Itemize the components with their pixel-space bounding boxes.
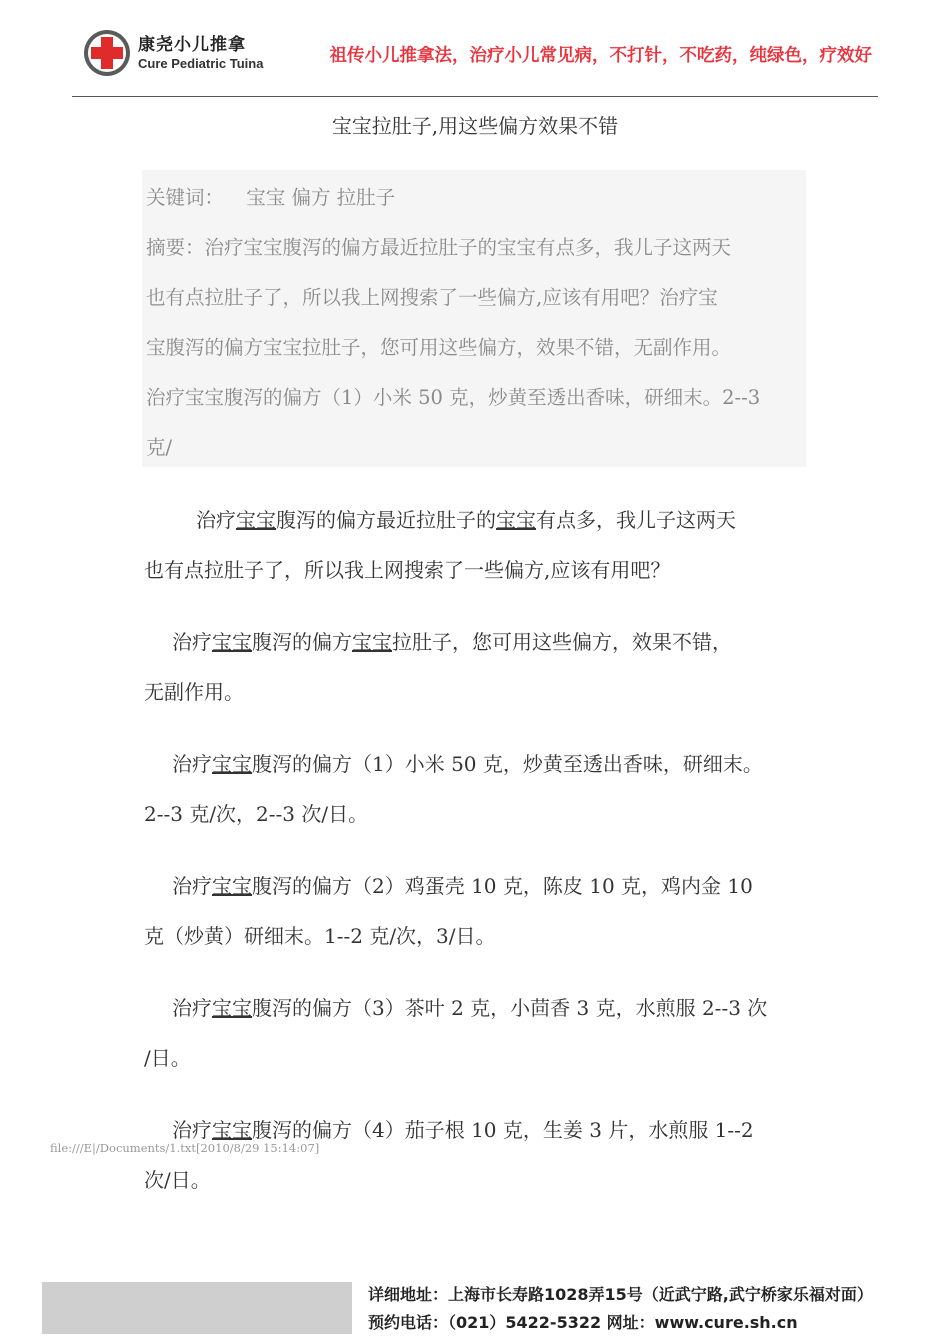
keyword-tag[interactable]: 宝宝 <box>246 186 286 209</box>
summary-line: 治疗宝宝腹泻的偏方（1）小米 50 克，炒黄至透出香味，研细末。2--3 <box>146 386 761 409</box>
red-cross-logo-icon <box>82 28 132 78</box>
paragraph-6-line-2: 次/日。 <box>144 1168 211 1192</box>
paragraph-5: 治疗宝宝腹泻的偏方（3）茶叶 2 克，小茴香 3 克，水煎服 2--3 次 <box>172 996 768 1020</box>
paragraph-2: 治疗宝宝腹泻的偏方宝宝拉肚子，您可用这些偏方，效果不错， <box>172 630 732 654</box>
paragraph-2-line-2: 无副作用。 <box>144 680 244 704</box>
keyword-tag[interactable]: 拉肚子 <box>336 186 396 209</box>
paragraph-1-line-2: 也有点拉肚子了，所以我上网搜索了一些偏方,应该有用吧？ <box>144 558 671 582</box>
footer-contact: 预约电话：（021）5422-5322 网址：www.cure.sh.cn <box>368 1313 798 1332</box>
baobao-link[interactable]: 宝宝 <box>212 874 252 898</box>
logo <box>82 28 262 80</box>
keywords-line <box>146 182 395 210</box>
file-path-stamp: file:///E|/Documents/1.txt[2010/8/29 15:14:07] <box>50 1141 320 1155</box>
keyword-tag[interactable]: 偏方 <box>291 186 331 209</box>
summary-line: 克/ <box>146 436 173 459</box>
baobao-link[interactable]: 宝宝 <box>496 508 536 532</box>
baobao-link[interactable]: 宝宝 <box>212 996 252 1020</box>
baobao-link[interactable]: 宝宝 <box>352 630 392 654</box>
keywords-label: 关键词： <box>146 186 225 209</box>
paragraph-6: 治疗宝宝腹泻的偏方（4）茄子根 10 克，生姜 3 片，水煎服 1--2 <box>172 1118 754 1142</box>
logo-english-name: Cure Pediatric Tuina <box>138 56 264 71</box>
summary-line: 也有点拉肚子了，所以我上网搜索了一些偏方,应该有用吧？治疗宝 <box>146 286 718 309</box>
paragraph-1: 治疗宝宝腹泻的偏方最近拉肚子的宝宝有点多，我儿子这两天 <box>196 508 736 532</box>
paragraph-3: 治疗宝宝腹泻的偏方（1）小米 50 克，炒黄至透出香味，研细末。 <box>172 752 763 776</box>
paragraph-3-line-2: 2--3 克/次，2--3 次/日。 <box>144 802 369 826</box>
footer-gray-bar <box>42 1282 352 1334</box>
baobao-link[interactable]: 宝宝 <box>236 508 276 532</box>
baobao-link[interactable]: 宝宝 <box>212 752 252 776</box>
header-divider <box>72 96 878 97</box>
summary-line: 摘要：治疗宝宝腹泻的偏方最近拉肚子的宝宝有点多，我儿子这两天 <box>146 236 732 259</box>
paragraph-5-line-2: /日。 <box>144 1046 191 1070</box>
footer-address: 详细地址：上海市长寿路1028弄15号（近武宁路,武宁桥家乐福对面） <box>368 1285 873 1304</box>
paragraph-4: 治疗宝宝腹泻的偏方（2）鸡蛋壳 10 克，陈皮 10 克，鸡内金 10 <box>172 874 753 898</box>
article-title: 宝宝拉肚子,用这些偏方效果不错 <box>331 114 619 138</box>
paragraph-4-line-2: 克（炒黄）研细末。1--2 克/次，3/日。 <box>144 924 496 948</box>
baobao-link[interactable]: 宝宝 <box>212 1118 252 1142</box>
summary-box <box>142 170 806 467</box>
logo-chinese-name: 康尧小儿推拿 <box>138 35 246 55</box>
baobao-link[interactable]: 宝宝 <box>212 630 252 654</box>
summary-line: 宝腹泻的偏方宝宝拉肚子，您可用这些偏方，效果不错，无副作用。 <box>146 336 732 359</box>
header-slogan: 祖传小儿推拿法，治疗小儿常见病，不打针，不吃药，纯绿色，疗效好 <box>329 46 872 66</box>
